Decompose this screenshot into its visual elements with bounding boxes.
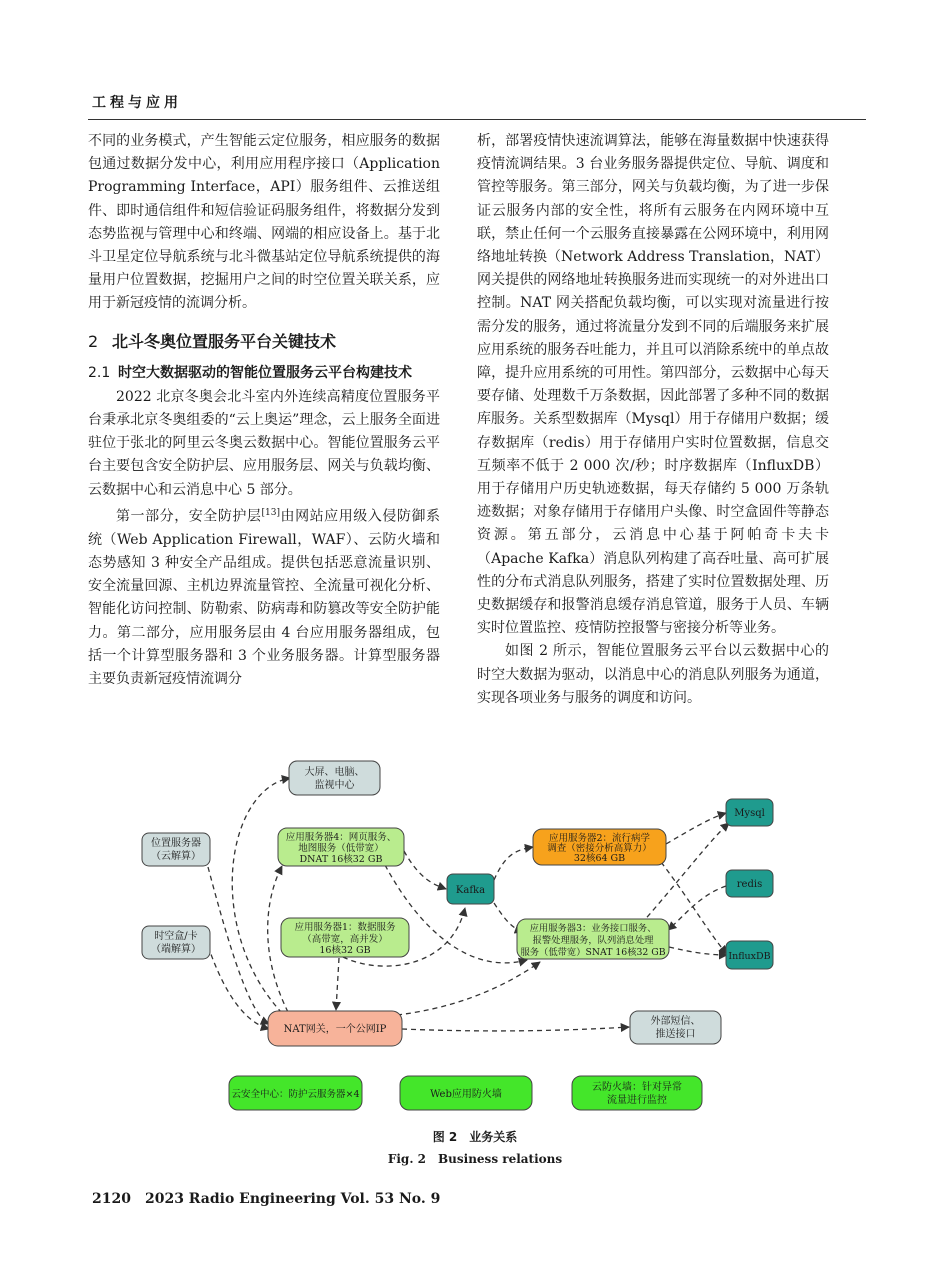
node-label: 位置服务器 <box>151 838 201 849</box>
node-label: Web应用防火墙 <box>430 1089 502 1100</box>
node-label: 时空盒/卡 <box>154 931 198 942</box>
edge-box-nat <box>208 946 269 1029</box>
paragraph-text: 由网站应用级入侵防御系统（Web Application Firewall，WAF）、云防火墙和态势感知 3 种安全产品组成。提供包括恶意流量识别、安全流量回源、主机边界流量管控、全流量可视化分析、智能化访问控制、防勒索、防病毒和防篡改等安全防护能力。第二部分，应用服务层由 4 台应用服务器组成，包括一个计算型服务器和 3 个业务服务器。计算型服务器主要负责新冠疫情流调分 <box>88 508 441 687</box>
node-label: 云防火墙：针对异常 <box>592 1082 682 1093</box>
paragraph: 2022 北京冬奥会北斗室内外连续高精度位置服务平台秉承北京冬奥组委的“云上奥运”理念，云上服务全面进驻位于张北的阿里云冬奥云数据中心。智能位置服务云平台主要包含安全防护层、应用服务层、网关与负载均衡、云数据中心和云消息中心 5 部分。 <box>88 388 440 498</box>
figure-caption-cn: 图 2 业务关系 <box>432 1130 518 1144</box>
node-label: 应用服务器3：业务接口服务、 <box>529 923 657 934</box>
node-cloud-firewall <box>572 1076 702 1110</box>
running-header: 工程与应用 <box>92 95 182 111</box>
edge-nat-monitor <box>232 778 290 1013</box>
node-label: Mysql <box>734 808 765 819</box>
edge-nat-sms <box>402 1027 629 1031</box>
edge-kafka-app2 <box>494 847 533 880</box>
edge-nat-app3 <box>388 962 540 1016</box>
node-waf <box>400 1076 532 1110</box>
node-label: 服务（低带宽）SNAT 16核32 GB <box>520 947 666 958</box>
page-footer: 2120 2023 Radio Engineering Vol. 53 No. 9 <box>92 1191 441 1207</box>
subsection-number: 2.1 <box>88 364 111 381</box>
node-redis <box>726 870 773 897</box>
node-app-server-3 <box>517 919 669 959</box>
node-label: 流量进行监控 <box>607 1095 667 1106</box>
figure-caption-en: Fig. 2 Business relations <box>387 1152 563 1166</box>
edge-app4-kafka <box>404 851 446 889</box>
edge-app3-influx <box>669 947 727 955</box>
node-label: DNAT 16核32 GB <box>299 854 383 865</box>
edge-loc-nat <box>208 867 269 1024</box>
citation: [13] <box>261 507 280 518</box>
node-label: 外部短信、 <box>650 1016 701 1027</box>
node-label: 大屏、电脑、 <box>304 767 365 778</box>
edge-app2-influx <box>661 862 727 954</box>
node-label: Kafka <box>455 885 486 896</box>
node-label: 16核32 GB <box>319 945 371 956</box>
node-label: 监视中心 <box>314 780 355 791</box>
node-label: 地图服务（低带宽） <box>298 843 384 854</box>
edge-app1-nat <box>336 958 339 1010</box>
paragraph: 析，部署疫情快速流调算法，能够在海量数据中快速获得疫情流调结果。3 台业务服务器提供定位、导航、调度和管控等服务。第三部分，网关与负载均衡，为了进一步保证云服务内部的安全性，将所有云服务在内网环境中互联，禁止任何一个云服务直接暴露在公网环境中，利用网络地址转换（Network Address Translation，NAT）网关提供的网络地址转换服务进而实现统一的对外进出口控制。NAT 网关搭配负载均衡，可以实现对流量进行按需分发的服务，通过将流量分发到不同的后端服务来扩展应用系统的服务吞吐能力，并且可以消除系统中的单点故障，提升应用系统的可用性。第四部分，云数据中心每天要存储、处理数千万条数据，因此部署了多种不同的数据库服务。关系型数据库（Mysql）用于存储用户数据；缓存数据库（redis）用于存储用户实时位置数据，信息交互频率不低于 2 000 次/秒；时序数据库（InfluxDB）用于存储用户历史轨迹数据，每天存储约 5 000 万条轨迹数据；对象存储用于存储用户头像、时空盒固件等静态资源。第五部分，云消息中心基于阿帕奇卡夫卡（Apache Kafka）消息队列构建了高吞吐量、高可扩展性的分布式消息队列服务，搭建了实时位置数据处理、历史数据缓存和报警消息缓存消息管道，服务于人员、车辆实时位置监控、疫情防控报警与密接分析等业务。 <box>477 133 829 637</box>
paragraph-text: 第一部分，安全防护层 <box>116 508 262 525</box>
node-nat-gateway <box>268 1011 402 1046</box>
section-title: 北斗冬奥位置服务平台关键技术 <box>112 331 337 351</box>
node-cloud-security-center <box>229 1076 362 1110</box>
node-label: NAT网关，一个公网IP <box>283 1024 387 1035</box>
node-sms-push <box>630 1011 721 1044</box>
node-label: （云解算） <box>151 851 201 862</box>
node-app-server-1 <box>281 918 409 957</box>
node-kafka <box>447 874 494 904</box>
section-number: 2 <box>88 331 99 351</box>
node-influxdb <box>726 941 773 969</box>
paragraph: 如图 2 所示，智能位置服务云平台以云数据中心的时空大数据为驱动，以消息中心的消息队列服务为通道，实现各项业务与服务的调度和访问。 <box>477 643 829 706</box>
node-label: 应用服务器1：数据服务 <box>294 922 396 933</box>
edge-redis-app3 <box>668 886 726 930</box>
node-label: 应用服务器2：流行病学 <box>548 833 651 844</box>
node-spacetime-box <box>142 926 210 959</box>
node-location-server <box>142 833 210 866</box>
node-app-server-2 <box>533 829 666 865</box>
node-label: InfluxDB <box>728 951 771 962</box>
node-app-server-4 <box>278 828 404 866</box>
node-label: （高带宽，高并发） <box>302 934 388 945</box>
edge-app2-mysql <box>666 813 726 844</box>
node-label: 调查（密接分析高算力） <box>547 843 652 854</box>
node-label: （端解算） <box>151 944 201 955</box>
paragraph: 不同的业务模式，产生智能云定位服务，相应服务的数据包通过数据分发中心，利用应用程序接口（Application Programming Interface，API）服务组件、云推送组件、即时通信组件和短信验证码服务组件，将数据分发到态势监视与管理中心和终端、网端的相应设备上。基于北斗卫星定位导航系统与北斗微基站定位导航系统提供的海量用户位置数据，挖掘用户之间的时空位置关联关系，应用于新冠疫情的流调分析。 <box>88 133 440 312</box>
node-label: 32核64 GB <box>573 853 626 864</box>
node-label: redis <box>736 879 763 890</box>
node-label: 报警处理服务，队列消息处理 <box>532 935 654 946</box>
subsection-title: 时空大数据驱动的智能位置服务云平台构建技术 <box>118 364 412 381</box>
node-monitor <box>289 761 380 795</box>
node-label: 推送接口 <box>655 1029 696 1040</box>
node-label: 云安全中心：防护云服务器×4 <box>231 1089 360 1100</box>
node-label: 应用服务器4：网页服务、 <box>285 832 397 843</box>
node-mysql <box>726 799 773 826</box>
